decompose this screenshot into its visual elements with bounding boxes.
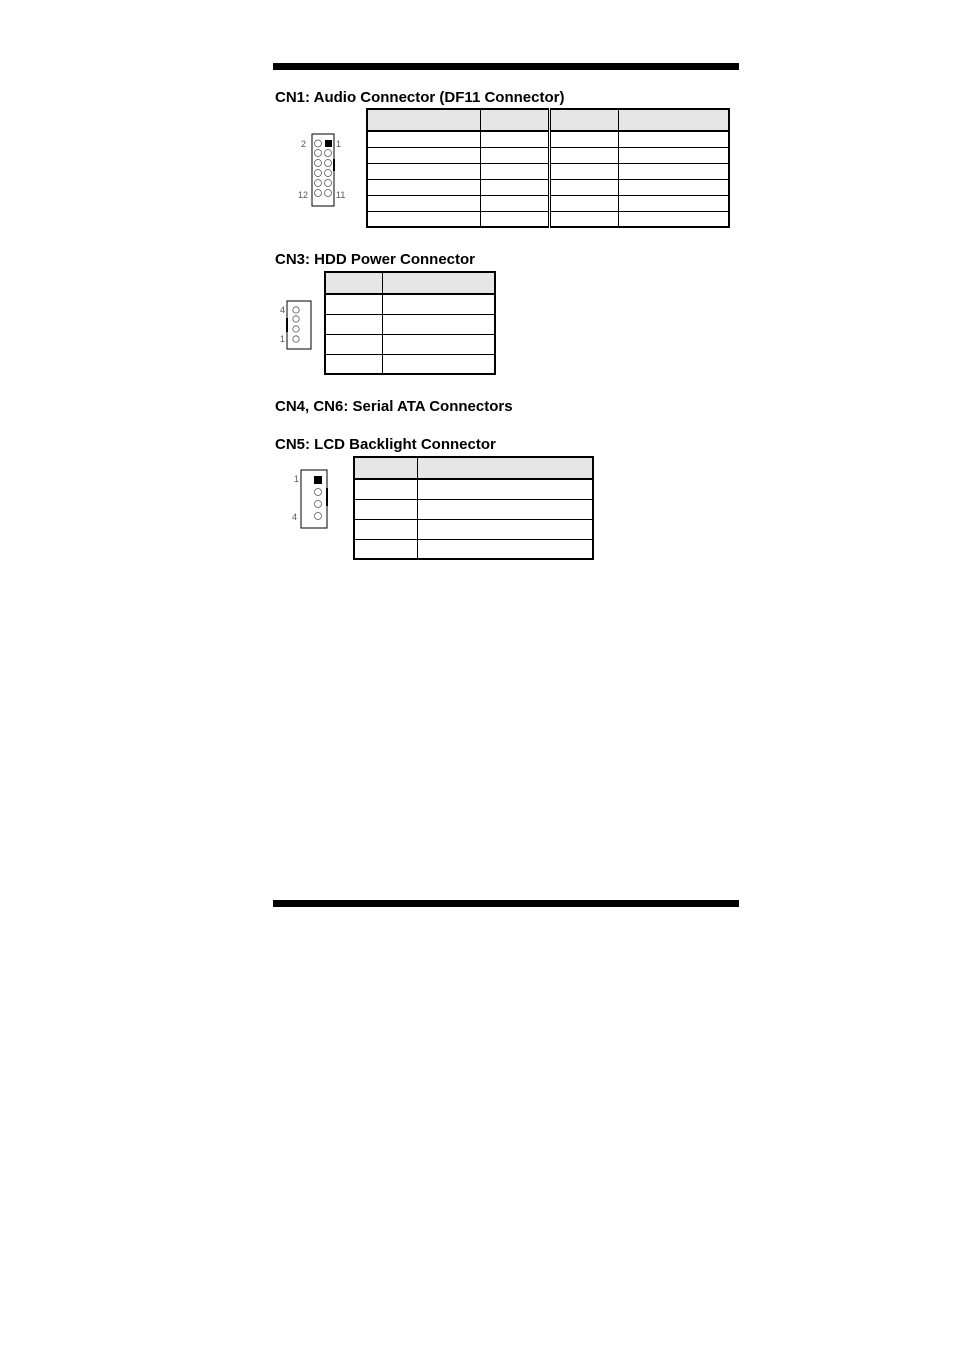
table-header-cell: [619, 109, 730, 131]
table-row: [325, 354, 495, 374]
cn3-pin-label-4: 4: [280, 305, 286, 315]
cn1-pin-label-11: 11: [336, 190, 346, 200]
table-header-cell: [418, 457, 594, 479]
cn5-pin-diagram: [291, 468, 331, 530]
table-row: [325, 294, 495, 314]
table-header-cell: [367, 109, 481, 131]
table-row: [367, 179, 729, 195]
table-row: [367, 147, 729, 163]
cn3-pin-diagram: [276, 298, 316, 352]
table-header-cell: [383, 272, 496, 294]
table-row: [367, 131, 729, 147]
cn5-pin-table: [353, 456, 594, 560]
table-row: [354, 479, 593, 499]
cn1-pin-label-2: 2: [301, 139, 307, 149]
table-header-cell: [481, 109, 550, 131]
table-header-cell: [550, 109, 619, 131]
table-row: [367, 163, 729, 179]
cn4-cn6-heading: CN4, CN6: Serial ATA Connectors: [275, 398, 513, 415]
cn5-pin-label-1: 1: [294, 474, 300, 484]
table-row: [325, 314, 495, 334]
table-row: [354, 539, 593, 559]
cn3-pin-table: [324, 271, 496, 375]
table-header-cell: [354, 457, 418, 479]
cn1-pin-table: [366, 108, 730, 228]
cn3-heading: CN3: HDD Power Connector: [275, 251, 476, 268]
table-row: [325, 334, 495, 354]
bottom-rule: [273, 900, 739, 907]
cn5-pin-label-4: 4: [292, 512, 298, 522]
table-row: [367, 195, 729, 211]
cn1-pin-diagram: [295, 131, 351, 209]
table-row: [354, 519, 593, 539]
cn1-heading: CN1: Audio Connector (DF11 Connector): [275, 89, 565, 106]
table-header-cell: [325, 272, 383, 294]
cn5-heading: CN5: LCD Backlight Connector: [275, 436, 496, 453]
table-row: [354, 499, 593, 519]
top-rule: [273, 63, 739, 70]
cn1-pin-label-1: 1: [336, 139, 342, 149]
cn3-pin-label-1: 1: [280, 334, 286, 344]
cn1-pin-label-12: 12: [298, 190, 309, 200]
table-row: [367, 211, 729, 227]
